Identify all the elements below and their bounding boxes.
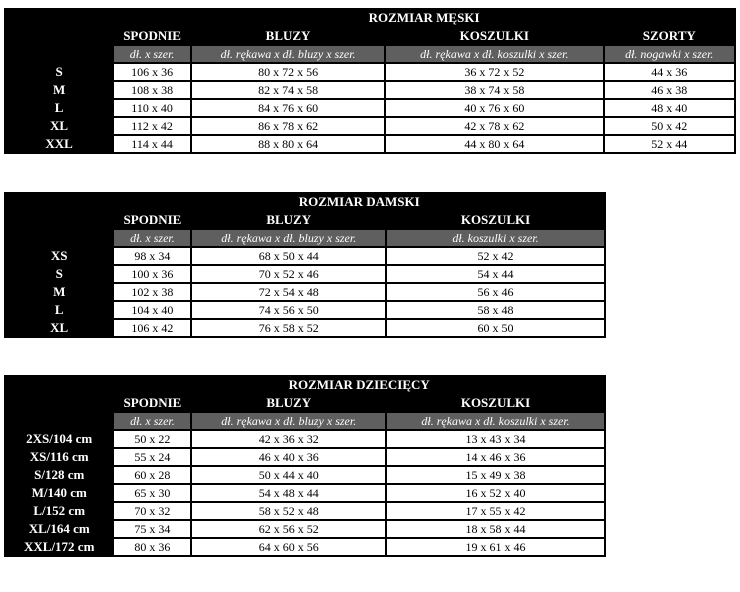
measurement-subheader: dł. koszulki x szer. [387,230,604,246]
size-value: 16 x 52 x 40 [387,485,604,501]
size-value: 106 x 42 [114,320,190,336]
measurement-subheader: dł. rękawa x dł. koszulki x szer. [386,46,602,62]
kids-subheader-row [6,413,604,429]
table-row [6,100,734,116]
kids-size-table [4,375,606,557]
table-row [6,449,604,465]
size-label: S/128 cm [6,467,112,483]
size-value: 17 x 55 x 42 [387,503,604,519]
size-label: L [6,302,112,318]
column-header: KOSZULKI [387,212,604,228]
size-value: 72 x 54 x 48 [192,284,385,300]
size-value: 52 x 42 [387,248,604,264]
size-label: XS [6,248,112,264]
table-row [6,302,604,318]
size-value: 19 x 61 x 46 [387,539,604,555]
size-value: 44 x 80 x 64 [386,136,602,152]
womens-table-title: ROZMIAR DAMSKI [114,194,604,210]
table-row [6,284,604,300]
column-header: SPODNIE [114,395,190,411]
size-value: 54 x 48 x 44 [192,485,385,501]
size-value: 80 x 36 [114,539,190,555]
size-value: 86 x 78 x 62 [192,118,384,134]
table-row [6,431,604,447]
size-value: 15 x 49 x 38 [387,467,604,483]
size-value: 76 x 58 x 52 [192,320,385,336]
table-row [6,503,604,519]
table-row [6,118,734,134]
size-label: 2XS/104 cm [6,431,112,447]
size-value: 104 x 40 [114,302,190,318]
size-value: 62 x 56 x 52 [192,521,385,537]
table-row [6,266,604,282]
womens-size-table [4,192,606,338]
size-value: 84 x 76 x 60 [192,100,384,116]
size-value: 13 x 43 x 34 [387,431,604,447]
size-value: 55 x 24 [114,449,190,465]
size-value: 88 x 80 x 64 [192,136,384,152]
size-value: 64 x 60 x 56 [192,539,385,555]
size-value: 80 x 72 x 56 [192,64,384,80]
mens-subheader-row [6,46,734,62]
column-header: SZORTY [605,28,734,44]
size-value: 42 x 78 x 62 [386,118,602,134]
size-value: 60 x 28 [114,467,190,483]
size-value: 48 x 40 [605,100,734,116]
size-label: L [6,100,112,116]
size-label: XXL [6,136,112,152]
table-row [6,485,604,501]
mens-header-row [6,28,734,44]
size-label: XL [6,320,112,336]
kids-header-row [6,395,604,411]
measurement-subheader: dł. x szer. [114,413,190,429]
size-value: 14 x 46 x 36 [387,449,604,465]
size-label: M [6,82,112,98]
size-value: 52 x 44 [605,136,734,152]
size-value: 60 x 50 [387,320,604,336]
column-header: KOSZULKI [386,28,602,44]
measurement-subheader: dł. rękawa x dł. bluzy x szer. [192,413,385,429]
size-label: S [6,64,112,80]
table-row [6,521,604,537]
table-row [6,467,604,483]
column-header: BLUZY [192,28,384,44]
size-value: 56 x 46 [387,284,604,300]
size-label: XL/164 cm [6,521,112,537]
measurement-subheader: dł. x szer. [114,230,190,246]
size-label: XXL/172 cm [6,539,112,555]
column-header: SPODNIE [114,212,190,228]
size-value: 46 x 40 x 36 [192,449,385,465]
mens-size-table [4,8,736,154]
size-label: M/140 cm [6,485,112,501]
table-row [6,320,604,336]
table-row [6,82,734,98]
size-value: 54 x 44 [387,266,604,282]
size-value: 58 x 48 [387,302,604,318]
size-value: 82 x 74 x 58 [192,82,384,98]
size-value: 75 x 34 [114,521,190,537]
size-value: 68 x 50 x 44 [192,248,385,264]
mens-table-title: ROZMIAR MĘSKI [114,10,734,26]
size-label: L/152 cm [6,503,112,519]
size-label: XL [6,118,112,134]
measurement-subheader: dł. nogawki x szer. [605,46,734,62]
size-value: 65 x 30 [114,485,190,501]
column-header: BLUZY [192,395,385,411]
size-value: 58 x 52 x 48 [192,503,385,519]
size-value: 74 x 56 x 50 [192,302,385,318]
measurement-subheader: dł. rękawa x dł. bluzy x szer. [192,230,385,246]
kids-table-title: ROZMIAR DZIECIĘCY [114,377,604,393]
table-row [6,64,734,80]
size-value: 46 x 38 [605,82,734,98]
size-value: 98 x 34 [114,248,190,264]
size-value: 36 x 72 x 52 [386,64,602,80]
size-value: 70 x 32 [114,503,190,519]
column-header: KOSZULKI [387,395,604,411]
size-label: M [6,284,112,300]
size-value: 18 x 58 x 44 [387,521,604,537]
size-label: S [6,266,112,282]
measurement-subheader: dł. rękawa x dł. bluzy x szer. [192,46,384,62]
size-value: 102 x 38 [114,284,190,300]
size-value: 50 x 44 x 40 [192,467,385,483]
table-row [6,539,604,555]
measurement-subheader: dł. rękawa x dł. koszulki x szer. [387,413,604,429]
size-value: 42 x 36 x 32 [192,431,385,447]
size-value: 38 x 74 x 58 [386,82,602,98]
size-value: 108 x 38 [114,82,190,98]
size-value: 70 x 52 x 46 [192,266,385,282]
size-value: 114 x 44 [114,136,190,152]
size-value: 110 x 40 [114,100,190,116]
size-value: 50 x 42 [605,118,734,134]
table-row [6,248,604,264]
column-header: SPODNIE [114,28,190,44]
size-value: 100 x 36 [114,266,190,282]
size-value: 106 x 36 [114,64,190,80]
size-label: XS/116 cm [6,449,112,465]
womens-header-row [6,212,604,228]
table-row [6,136,734,152]
column-header: BLUZY [192,212,385,228]
size-value: 112 x 42 [114,118,190,134]
size-value: 50 x 22 [114,431,190,447]
size-value: 40 x 76 x 60 [386,100,602,116]
size-value: 44 x 36 [605,64,734,80]
womens-subheader-row [6,230,604,246]
measurement-subheader: dł. x szer. [114,46,190,62]
